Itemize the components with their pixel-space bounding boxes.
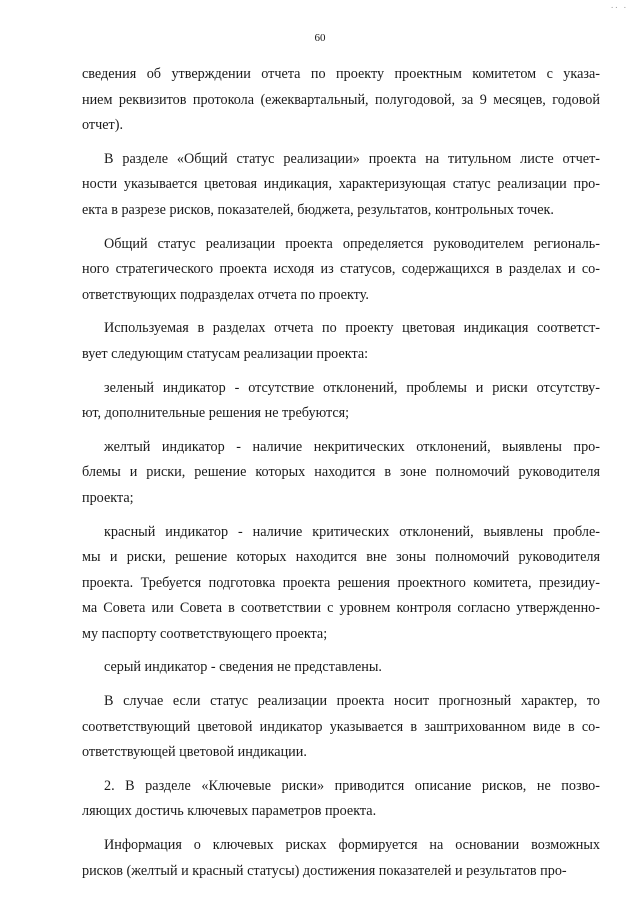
- text-line: проекта;: [82, 489, 134, 506]
- text-line: нием реквизитов протокола (ежеквартальный, полугодовой, за 9 месяцев, годовой: [82, 91, 600, 108]
- paragraph-p11: [82, 833, 600, 884]
- text-line: желтый индикатор - наличие некритических отклонений, выявлены про-: [104, 438, 600, 455]
- text-line: Общий статус реализации проекта определяется руководителем региональ-: [104, 235, 600, 252]
- text-line: мы и риски, решение которых находится вне зоны полномочий руководителя: [82, 549, 600, 566]
- text-line: рисков (желтый и красный статусы) достижения показателей и результатов про-: [82, 862, 567, 879]
- text-line: В разделе «Общий статус реализации» проекта на титульном листе отчет-: [104, 150, 600, 167]
- paragraph-p10: [82, 774, 600, 825]
- page-number: 60: [314, 32, 326, 44]
- paragraph-p7: [82, 520, 600, 648]
- text-line: соответствующий цветовой индикатор указывается в заштрихованном виде в со-: [82, 718, 600, 735]
- paragraph-p3: [82, 232, 600, 309]
- text-line: 2. В разделе «Ключевые риски» приводится описание рисков, не позво-: [104, 777, 600, 794]
- text-line: проекта. Требуется подготовка проекта решения проектного комитета, президиу-: [82, 574, 600, 591]
- text-line: красный индикатор - наличие критических отклонений, выявлены пробле-: [104, 523, 600, 540]
- paragraph-p9: [82, 689, 600, 766]
- text-line: Используемая в разделах отчета по проекту цветовая индикация соответст-: [104, 320, 600, 337]
- text-line: вует следующим статусам реализации проекта:: [82, 345, 369, 362]
- text-line: В случае если статус реализации проекта носит прогнозный характер, то: [104, 693, 600, 710]
- text-line: Информация о ключевых рисках формируется на основании возможных: [104, 837, 600, 854]
- paragraph-p2: [82, 147, 600, 224]
- paragraph-p1: [82, 62, 600, 139]
- text-line: му паспорту соответствующего проекта;: [82, 625, 328, 642]
- text-line: ного стратегического проекта исходя из статусов, содержащихся в разделах и со-: [82, 261, 600, 278]
- text-line: екта в разрезе рисков, показателей, бюджета, результатов, контрольных точек.: [82, 201, 554, 218]
- paragraph-p4: [82, 316, 600, 367]
- text-line: зеленый индикатор - отсутствие отклонений, проблемы и риски отсутству-: [104, 379, 600, 396]
- text-line: ма Совета или Совета в соответствии с уровнем контроля согласно утвержденно-: [82, 600, 600, 617]
- text-line: серый индикатор - сведения не представлены.: [104, 659, 382, 676]
- text-line: ют, дополнительные решения не требуются;: [82, 405, 350, 422]
- text-line: сведения об утверждении отчета по проекту проектным комитетом с указа-: [82, 66, 600, 82]
- text-line: блемы и риски, решение которых находится в зоне полномочий руководителя: [82, 464, 600, 481]
- paragraph-p6: [82, 435, 600, 512]
- text-line: ответствующих подразделах отчета по проекту.: [82, 286, 369, 303]
- paragraph-p8: [82, 655, 600, 681]
- text-line: ляющих достичь ключевых параметров проекта.: [82, 803, 377, 820]
- corner-mark: .. .: [611, 0, 628, 10]
- text-line: отчет).: [82, 117, 124, 134]
- document-body: [82, 62, 600, 892]
- paragraph-p5: [82, 376, 600, 427]
- text-line: ответствующей цветовой индикации.: [82, 744, 307, 761]
- text-line: ности указывается цветовая индикация, характеризующая статус реализации про-: [82, 176, 600, 193]
